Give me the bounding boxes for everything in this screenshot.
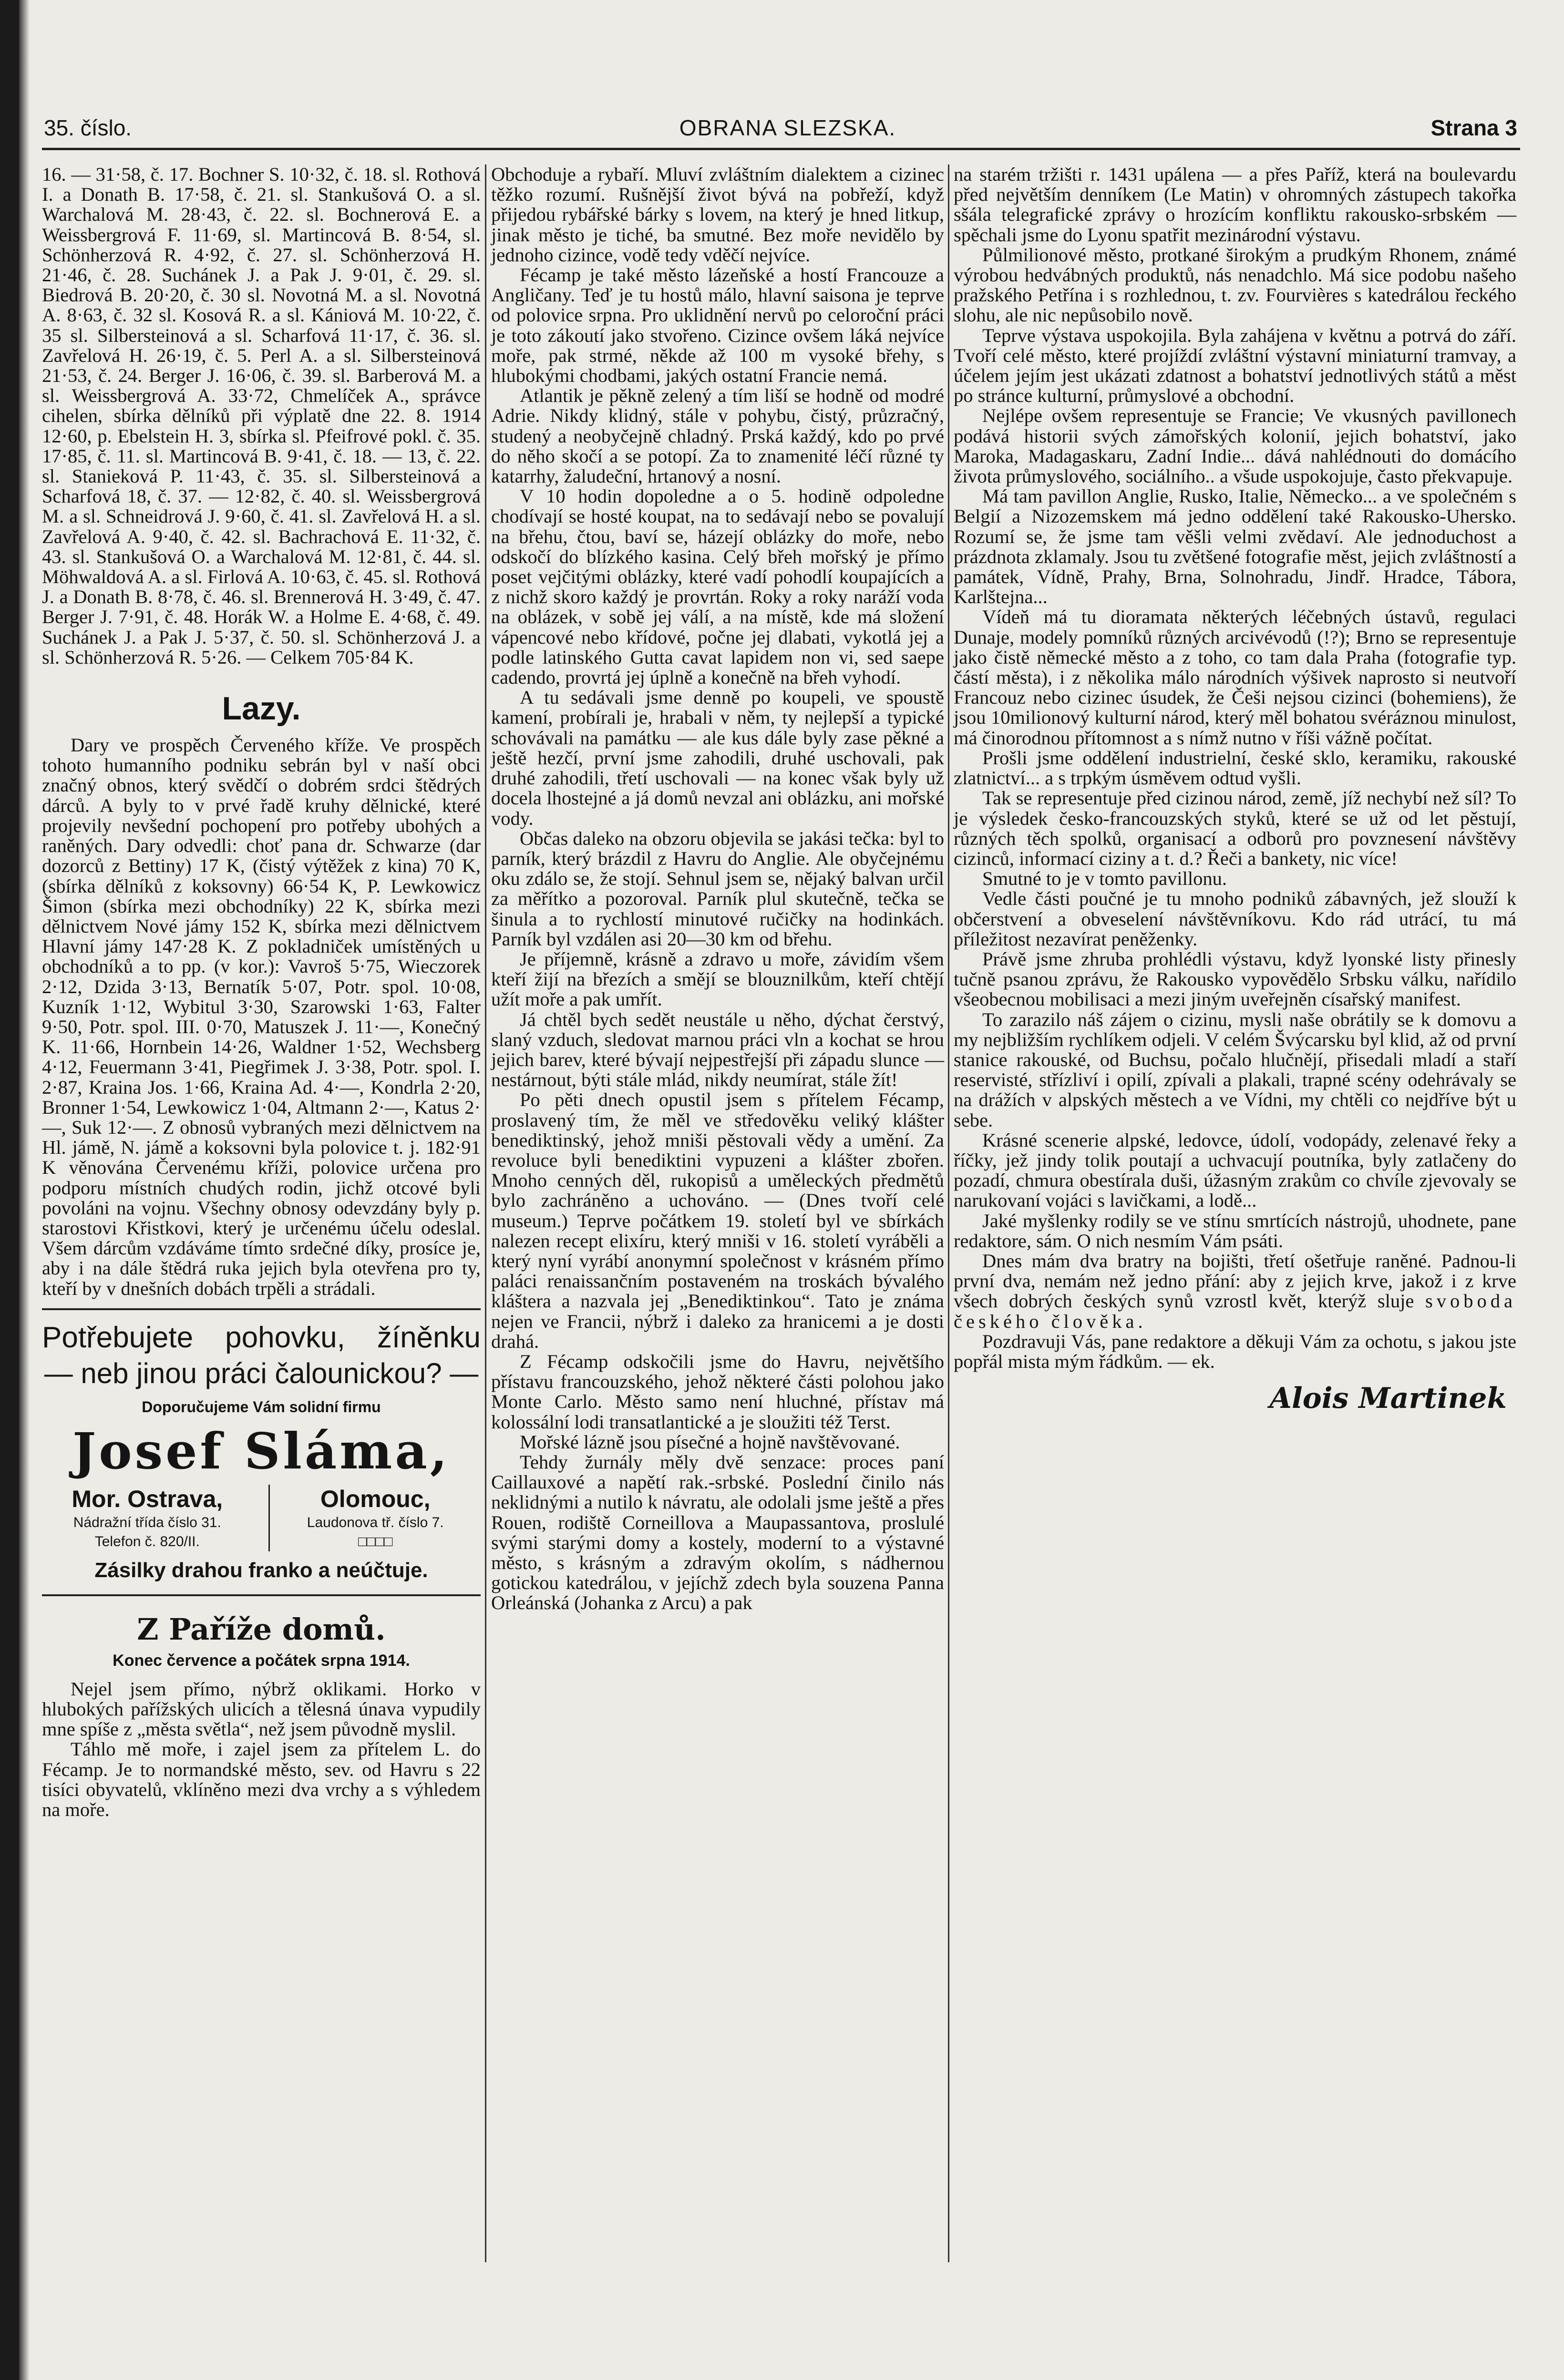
author-initials: — ek. [1167, 1350, 1215, 1372]
article-text: Dnes mám dva bratry na bojišti, třetí ošetřuje raněné. Padnou-li první dva, nemám než jedno přání: aby z jejich krve, jakož i z krve všech dobrých českých synů vzrostl květ, kterýž sluje [954, 1250, 1516, 1312]
ad-city-name: Olomouc, [320, 1485, 431, 1512]
column-2 [491, 164, 944, 1613]
article-paragraph: Atlantik je pěkně zelený a tím liší se hodně od modré Adrie. Nikdy klidný, stále v pohybu, čistý, průzračný, studený a neobyčejně chladný. Prská každý, kdo po prvé do něho skočí a se potopí. Za to znamenité léčí různé ty katarrhy, žaludeční, hrtanový a nosní. [491, 385, 944, 487]
ad-city-name: Mor. Ostrava, [72, 1485, 223, 1512]
article-paragraph: Smutné to je v tomto pavillonu. [982, 868, 1227, 890]
header-rule [42, 148, 1520, 150]
article-paragraph: Obchoduje a rybaří. Mluví zvláštním dialektem a cizinec těžko rozumí. Rušnější život bývá na pobřeží, když přijedou rybářské bárky s lovem, na který je hned litkup, jinak město je tiché, ba smutné. Bez moře nevidělo by jednoho cizince, vodě tedy vděčí nejvíce. [491, 164, 944, 266]
ad-line-1: Potřebujete pohovku, žíněnku [42, 1321, 481, 1354]
binding-shadow [19, 0, 30, 2380]
column-3 [954, 164, 1516, 1417]
ad-city-phone: □□□□ [358, 1533, 393, 1549]
page-number: Strana 3 [1430, 115, 1517, 140]
ad-line-2: — neb jinou práci čalounickou? — [44, 1357, 479, 1389]
pariz-paragraph: Nejel jsem přímo, nýbrž oklikami. Horko v hlubokých pařížských ulicích a tělesná únava vypudily mne spíše z „města světla“, než jsem původně myslil. [42, 1678, 481, 1740]
donor-list: 16. — 31·58, č. 17. Bochner S. 10·32, č. 18. sl. Rothová I. a Donath B. 17·58, č. 21. sl. Stankušová O. a sl. Warchalová M. 28·43, č. 22. sl. Bochnerová E. a Weissbergrová F. 11·69, sl. Martincová B. 8·54, sl. Schönherzová R. 4·92, č. 27. sl. Schönherzová H. 21·46, č. 28. Suchánek J. a Pak J. 9·01, č. 29. sl. Biedrová B. 20·20, č. 30 sl. Novotná M. a sl. Novotná A. 8·63, č. 32 sl. Kosová R. a sl. Kániová M. 10·22, č. 35 sl. Silbersteinová a sl. Scharfová 11·17, č. 36. sl. Zavřelová H. 26·19, č. 5. Perl A. a sl. Silbersteinová 21·53, č. 24. Berger J. 16·06, č. 39. sl. Barberová M. a sl. Weissbergrová A. 33·72, Chmelíček A., správce cihelen, sbírka dělníků při výplatě dne 22. 8. 1914 12·60, p. Ebelstein H. 3, sbírka sl. Pfeifrové pokl. č. 35. 17·85, č. 11. sl. Martincová B. 9·41, č. 18. — 13, č. 22. sl. Stanieková P. 11·43, č. 35. sl. Silbersteinová a Scharfová 18, č. 37. — 12·82, č. 40. sl. Weissbergrová M. a sl. Schneidrová J. 9·60, č. 41. sl. Zavřelová H. a sl. Zavřelová A. 9·40, č. 42. sl. Bachrachová E. 11·32, č. 43. sl. Stankušová O. a Warchalová M. 12·81, č. 44. sl. Möhwaldová A. a sl. Firlová A. 10·63, č. 45. sl. Rothová J. a Donath B. 8·78, č. 46. sl. Brennerová H. 3·49, č. 47. Berger J. 7·91, č. 48. Horák W. a Holme E. 4·68, č. 49. Suchánek J. a Pak J. 5·37, č. 50. sl. Schönherzová J. a sl. Schönherzová R. 5·26. — Celkem 705·84 K. [42, 164, 481, 668]
article-paragraph: na starém tržišti r. 1431 upálena — a přes Paříž, která na boulevardu před největším denníkem (Le Matin) v ohromných zástupech takořka sšála telegrafické zprávy o hrozícím konfliktu rakousko-srbském — spěchali jsme do Lyonu spatřit mezinárodní výstavu. [954, 164, 1516, 246]
handwritten-signature: Alois Martinek [1269, 1382, 1507, 1416]
ad-city-address: Nádražní třída číslo 31. [73, 1514, 221, 1530]
ad-recommend: Doporučujeme Vám solidní firmu [142, 1398, 381, 1416]
advertisement [42, 1320, 481, 1585]
spaced-emphasis: svoboda českého člověka. [954, 1290, 1516, 1332]
issue-number: 35. číslo. [44, 115, 132, 140]
article-paragraph: Nejlépe ovšem representuje se Francie; Ve vkusných pavillonech podává historii svých zámořských kolonií, jejich bohatství, jako Maroka, Madagaskaru, Zadní Indie... dává nahlédnouti do domácího života průmyslového, sociálního.. a všude uspokojuje, často překvapuje. [954, 405, 1516, 487]
column-rule-1 [485, 164, 486, 2262]
article-paragraph: Z Fécamp odskočili jsme do Havru, největšího přístavu francouzského, jehož některé části polohou jako Monte Carlo. Město samo není hluchné, přístav má kolossální lodi transatlantické a je sloužiti též Terst. [491, 1350, 944, 1433]
article-paragraph: Tehdy žurnály měly dvě senzace: proces paní Caillauxové a napětí rak.-srbské. Poslední činilo nás neklidnými a nutilo k návratu, ale odolali jsme ještě a přes Rouen, rodiště Corneillova a Maupassantova, proslulé svými starými domy a kostely, moderní to a výstavné město, s krásným a zdravým okolím, s nádhernou gotickou katedrálou, v jejíchž zdech byla souzena Panna Orleánská (Johanka z Arcu) a pak [491, 1451, 944, 1614]
ad-city-address: Laudonova tř. číslo 7. [307, 1514, 444, 1530]
pariz-paragraph: Táhlo mě moře, i zajel jsem za přítelem L. do Fécamp. Je to normandské město, sev. od Havru s 22 tisíci obyvatelů, vklíněno mezi dva vrchy a s výhledem na moře. [42, 1738, 481, 1820]
lazy-heading: Lazy. [222, 690, 301, 727]
ad-locations [42, 1485, 481, 1551]
ad-city-phone: Telefon č. 820/II. [94, 1533, 200, 1549]
article-paragraph: Po pěti dnech opustil jsem s přítelem Fécamp, proslavený tím, že měl ve středověku veliký klášter benediktinský, jehož mniši pěstovali vědy a umění. Za revoluce byli benediktini vypuzeni a klášter zbořen. Mnoho cenných děl, rukopisů a uměleckých předmětů bylo zachráněno a uchováno. — (Dnes tvoří celé museum.) Teprve počátkem 19. století byl ve sbírkách nalezen recept elixíru, který mniši v 16. století vyráběli a který nyní vyrábí anonymní společnost v krásném přímo paláci renaissančním postaveném na troskách bývalého kláštera a nazvala jej „Benediktinkou“. Tato je známa nejen ve Francii, nýbrž i daleko za hranicemi a je dosti drahá. [491, 1089, 944, 1352]
article-paragraph [954, 1332, 1516, 1372]
article-paragraph: A tu sedávali jsme denně po koupeli, ve spoustě kamení, probírali je, hrabali v něm, ty nejlepší a typické schovávali na památku — ale kus dále byly zase pěkné a ještě hezčí, první jsme zahodili, druhé uschovali, pak druhé zahodili, třetí uschovali — na konec však byly už docela lhostejné a já domů nevzal ani oblázku, ani mořské vody. [491, 687, 944, 829]
article-paragraph: Občas daleko na obzoru objevila se jakási tečka: byl to parník, který brázdil z Havru do Anglie. Ale obyčejnému oku zdálo se, že stojí. Sehnul jsem se, nějaký balvan určil za měřítko a pozoroval. Parník plul skutečně, tečka se šinula a to rychlostí minutové ručičky na hodinkách. Parník byl vzdálen asi 20—30 km od břehu. [491, 827, 944, 950]
newspaper-title: OBRANA SLEZSKA. [679, 115, 896, 140]
article-paragraph [954, 1251, 1516, 1332]
article-paragraph: Já chtěl bych sedět neustále u něho, dýchat čerstvý, slaný vzduch, sledovat marnou práci vln a kochat se hrou jejich barev, které bývají nejpestřejší při západu slunce — nestárnout, býti stále mlád, nikdy neumírat, stále žít! [491, 1008, 944, 1091]
article-paragraph: Krásné scenerie alpské, ledovce, údolí, vodopády, zelenavé řeky a říčky, jež jindy tolik poutají a uchvacují poutníka, byly zatlačeny do pozadí, chmura obestírala duši, úžasným zrakům co chvíle zjevovaly se narukovaní vojáci s lavičkami, a lodě... [954, 1129, 1516, 1211]
article-text: Pozdravuji Vás, pane redaktore a děkuji Vám za ochotu, s jakou jste popřál mista mým řádkům. [954, 1330, 1516, 1372]
article-paragraph: To zarazilo náš zájem o cizinu, mysli naše obrátily se k domovu a my nejbližším rychlíkem odjeli. V celém Švýcarsku byl klid, až od první stanice rakouské, od Buchsu, počalo hlučnějí, přisedali mladí a staří reservisté, střízliví i opilí, zpívali a plakali, trapné scény odehrávaly se na drážích v alpských městech a ve Vídni, my chtěli co nejdříve být u sebe. [954, 1008, 1516, 1131]
article-paragraph: Prošli jsme oddělení industrielní, české sklo, keramiku, rakouské zlatnictví... a s trpkým úsměvem odtud vyšli. [954, 747, 1516, 789]
ad-location-ostrava [42, 1485, 253, 1551]
pariz-subheading: Konec července a počátek srpna 1914. [113, 1651, 410, 1670]
ad-bottom-line: Zásilky drahou franko a neúčtuje. [94, 1558, 428, 1582]
article-paragraph: Právě jsme zhruba prohlédli výstavu, když lyonské listy přinesly tučně psanou zprávu, že Rakousko vypovědělo Srbsku válku, nařídilo všeobecnou mobilisaci a mezi jiným uveřejněn císařský manifest. [954, 948, 1516, 1010]
article-paragraph: Má tam pavillon Anglie, Rusko, Italie, Německo... a ve společném s Belgií a Nizozemskem má jedno oddělení také Rakousko-Uhersko. Rozumí se, že jsme tam věšli velmi zvědaví. Ale jednoduchost a prázdnota zklamaly. Jsou tu zvětšené fotografie měst, jejich zvláštností a památek, Vídně, Prahy, Brna, Solnohradu, Jindř. Hradce, Tábora, Karlštejna... [954, 485, 1516, 608]
column-1 [42, 164, 481, 1820]
article-paragraph: Teprve výstava uspokojila. Byla zahájena v květnu a potrvá do září. Tvoří celé město, které projíždí zvláštní výstavní miniaturní tramvay, a účelem jejím jest ukázati zdatnost a bohatství jednotlivých států a měst po stránce kulturní, průmyslové a obchodní. [954, 324, 1516, 407]
column-rule-2 [948, 164, 949, 2262]
article-paragraph: Je příjemně, krásně a zdravo u moře, závidím všem kteří žijí na březích a smějí se blouznilkům, kteří chtějí užít moře a pak umřít. [491, 948, 944, 1010]
ad-location-olomouc [268, 1485, 481, 1551]
lazy-article: Dary ve prospěch Červeného kříže. Ve prospěch tohoto humanního podniku sebrán byl v naší obci značný obnos, který svědčí o dobrém srdci štědrých dárců. A byly to v prvé řadě kruhy dělnické, které projevily nevšední pochopení pro potřeby ubohých a raněných. Dary odvedli: choť pana dr. Schwarze (dar dozorců z Bettiny) 17 K, (čistý výtěžek z kina) 70 K, (sbírka dělníků z koksovny) 66·54 K, P. Lewkowicz Šimon (sbírka mezi obchodníky) 22 K, sbírka mezi dělnictvem Nové jámy 152 K, sbírka mezi dělnictvem Hlavní jámy 147·28 K. Z pokladniček umístěných u obchodníků a to pp. (v kor.): Vavroš 5·75, Wieczorek 2·12, Dzida 3·13, Bernatík 5·07, Potr. spol. 10·08, Kuzník 1·12, Wybitul 3·30, Szarowski 1·63, Falter 9·50, Potr. spol. III. 0·70, Matuszek J. 11·—, Konečný K. 11·66, Hornbein 14·26, Waldner 1·52, Wechsberg 4·12, Feuermann 3·41, Piegřimek J. 3·38, Potr. spol. I. 2·87, Kraina Jos. 1·66, Kraina Ad. 4·—, Kondrla 2·20, Bronner 1·54, Lewkowicz 1·04, Altmann 2·—, Katus 2·—, Suk 12·—. Z obnosů vybraných mezi dělnictvem na Hl. jámě, N. jámě a koksovni byla polovice t. j. 182·91 K věnována Červenému kříži, polovice určena pro podporu místních chudých rodin, jichž otcové byli povoláni na vojnu. Všechny obnosy odevzdány byly p. starostovi Křistkovi, který je určenému účelu odeslal. Všem dárcům vzdáváme tímto srdečné díky, prosíce je, aby i na dále štědrá ruka jejich byla otevřena pro ty, kteří by v dnešních dobách trpěli a strádali. [42, 734, 481, 1299]
ad-firm-name: Josef Sláma, [72, 1421, 450, 1480]
section-rule [42, 1308, 481, 1310]
article-paragraph: Půlmilionové město, protkané širokým a prudkým Rhonem, známé výrobou hedvábných produktů, nás nenadchlo. Má sice podobu našeho pražského Petřína i s rozhlednou, t. zv. Fourvières s katedrálou řeckého slohu, ale nic nepůsobilo nově. [954, 244, 1516, 326]
article-paragraph: V 10 hodin dopoledne a o 5. hodině odpoledne chodívají se hosté koupat, na to sedávají nebo se povalují na břehu, čtou, baví se, házejí oblázky do moře, nebo odskočí do blízkého kasina. Celý břeh mořský je přímo poset vejčitými oblázky, které vadí pohodlí koupajících a z nichž skoro každý je provrtán. Roky a roky naráží voda na oblázek, v sobě jej válí, a na místě, kde má složení vápencové nebo křídové, počne jej dlabati, vykotlá jej a podle latinského Gutta cavat lapidem non vi, sed saepe cadendo, provrtá jej úplně a konečně na břeh vyhodí. [491, 485, 944, 688]
article-paragraph: Vedle části poučné je tu mnoho podniků zábavných, jež slouží k občerstvení a obveselení návštěvníkovu. Kdo rád utrácí, tu má příležitost nezavírat peněženky. [954, 888, 1516, 950]
article-paragraph: Vídeň má tu dioramata některých léčebných ústavů, regulaci Dunaje, modely pomníků různých arcivévodů (!?); Brno se representuje jako čistě německé město a z toho, co tam dala Praha (fotografie typ. částí města), i z několika málo národních výšivek naprosto si neutvoří Francouz nebo cizinec úsudek, že Češi nejsou cizinci (bohemiens), že jsou 10milionový kulturní národ, který měl bohatou svéráznou minulost, má činorodnou přítomnost a s nímž nutno v říši vážně počítat. [954, 606, 1516, 749]
section-rule [42, 1594, 481, 1596]
binding-edge [0, 0, 19, 2380]
article-paragraph: Mořské lázně jsou písečné a hojně navštěvované. [520, 1431, 900, 1453]
pariz-heading: Z Paříže domů. [137, 1611, 386, 1647]
article-paragraph: Fécamp je také město lázeňské a hostí Francouze a Angličany. Teď je tu hostů málo, hlavní saisona je teprve od polovice srpna. Pro uklidnění nervů po celoroční práci je toto zákoutí jako stvořeno. Cizince ovšem láká nejvíce moře, pak strmé, někde až 100 m vysoké břehy, s hlubokými chodbami, jakých ostatní Francie nemá. [491, 264, 944, 387]
article-paragraph: Tak se representuje před cizinou národ, země, jíž nechybí než síl? To je výsledek česko-francouzských styků, které se už od let pěstují, různých těch spolků, organisací a odborů pro povznesení návštěvy cizinců, informací ciziny a t. d.? Řeči a bankety, nic více! [954, 787, 1516, 869]
article-paragraph: Jaké myšlenky rodily se ve stínu smrtících nástrojů, uhodnete, pane redaktore, sám. O nich nesmím Vám psáti. [954, 1210, 1516, 1252]
